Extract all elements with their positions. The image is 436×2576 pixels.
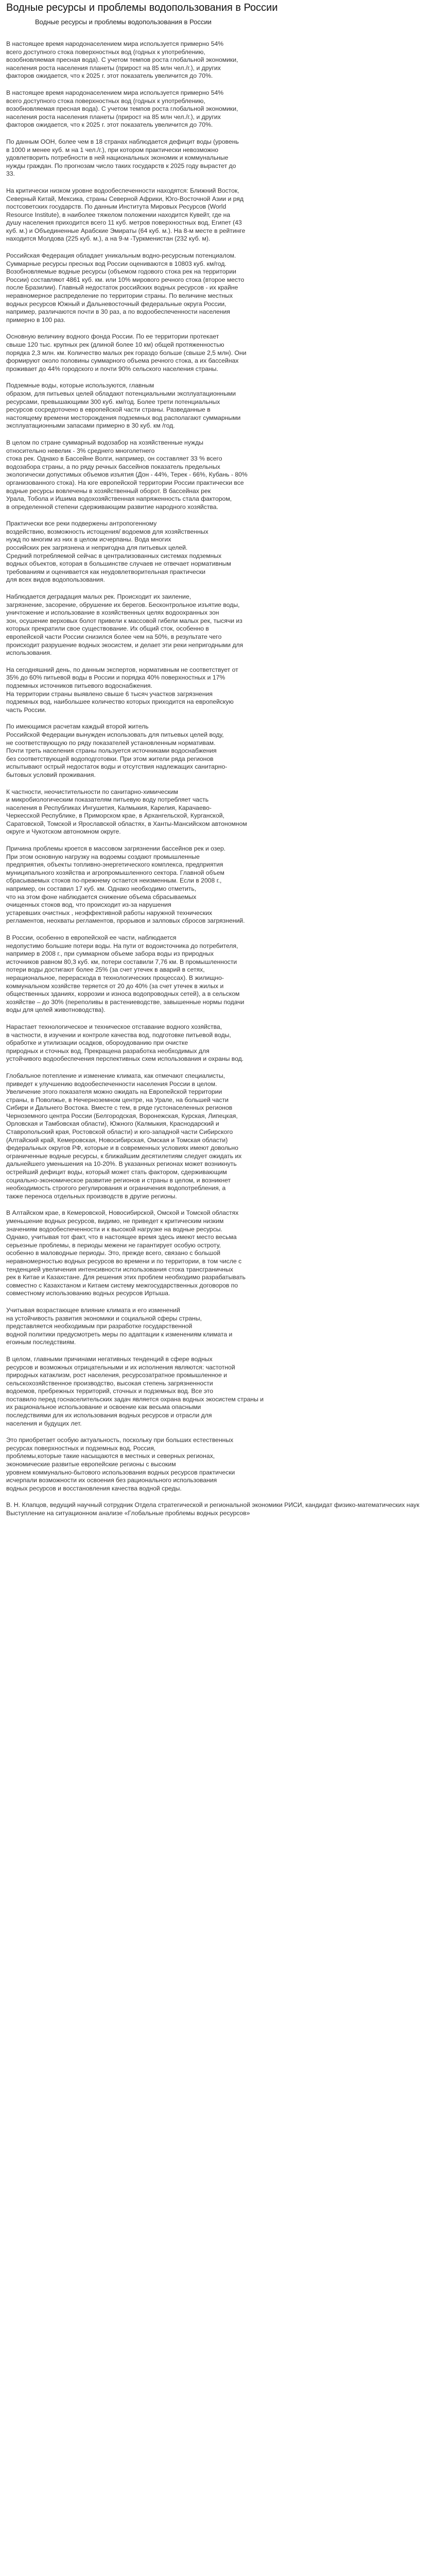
- paragraph-3: По данным ООН, более чем в 18 странах наблюдается дефицит воды (уровень в 1000 и менее куб. м на 1 чел./г.), при котором практически невозможно удовлетворить потребности в ней национальных экономик и коммунальные нужды граждан. По прогнозам число таких государств к 2025 году вырастет до 33.: [6, 138, 239, 178]
- paragraph-2: В настоящее время народонаселением мира используется примерно 54% всего доступного стока поверхностных вод (годных к употреблению, возобновляемая пресная вода). С учетом темпов роста глобальной экономики, населения роста населения планеты (прирост на 85 млн чел./г.), и других факторов ожидается, что к 2025 г. этот показатель увеличится до 70%.: [6, 89, 238, 129]
- paragraph-13: К частности, неочистительности по санитарно-химическим и микробиологическим показателям питьевую воду потребляет часть населения в Республиках Ингушетия, Калмыкия, Карелия, Карачаево- Черкесской Республике, в Приморском крае, в Архангельской, Курганской, Саратовской, Томской и Ярославской областях, в Ханты-Мансийском автономном округе и Чукотском автономном округе.: [6, 788, 247, 836]
- paragraph-8: В целом по стране суммарный водозабор на хозяйственные нужды относительно невелик - 3% среднего многолетнего стока рек. Однако в Бассейне Волги, например, он составляет 33 % всего водозабора страны, а по ряду речных бассейнов показатель предельных экологически допустимых объемов изъятия (Дон - 44%, Терек - 66%, Кубань - 80% организованного стока). На юге европейской территории России практически все водные ресурсы вовлечены в хозяйственный оборот. В бассейнах рек Урала, Тобола и Ишима водохозяйственная напряженность стала фактором, в определенной степени сдерживающим развитие народного хозяйства.: [6, 438, 248, 511]
- paragraph-15: В России, особенно в европейской ее части, наблюдается недопустимо большие потери воды. На пути от водоисточника до потребителя, например в 2008 г., при суммарном объеме забора воды из природных источников равном 80,3 куб. км, потери составили 7,76 км. В промышленности потери воды достигают более 25% (за счет утечек в аварий в сетях, нерациональное, перерасхода в технологических процессах). В жилищно- коммунальном хозяйстве теряется от 20 до 40% (за счет утечек в жилых и общественных зданиях, коррозии и износа водопроводных сетей), а в сельском хозяйстве – до 30% (переполивы в растениеводстве, завышенные нормы подачи воды для целей животноводства).: [6, 934, 245, 1014]
- author-footer: В. Н. Клапцов, ведущий научный сотрудник Отдела стратегической и региональной экономики РИСИ, кандидат физико-математических наук Выступление на ситуационном анализе «Глобальные проблемы водных ресурсов»: [6, 1501, 420, 1517]
- paragraph-19: Учитывая возрастающее влияние климата и его изменений на устойчивость развития экономики и социальной сферы страны, представляется необходимым при разработке государственной водной политики предусмотреть меры по адаптации к изменениям климата и егоиным последствиям.: [6, 1306, 233, 1346]
- page-subtitle: Водные ресурсы и проблемы водопользования в России: [35, 18, 212, 26]
- paragraph-10: Наблюдается деградация малых рек. Происходит их заиление, загрязнение, засорение, обрушение их берегов. Бесконтрольное изъятие воды, уничтожение и использование в хозяйственных целях водоохранных зон зон, осушение верховых болот привели к массовой гибели малых рек, тысячи из которых прекратили свое существование. Их общий сток, особенно в европейской части России снизился более чем на 50%, в результате чего происходит разрушение водных экосистем, и делает эти реки непригодными для использования.: [6, 593, 243, 657]
- paragraph-20: В целом, главными причинами негативных тенденций в сфере водных ресурсов и возможных отрицательными и их исполнения являются: частотной природных катаклизм, рост населения, ресурсозатратное промышленное и сельскохозяйственное производство, высокая степень загрязненности водоемов, пребрежных территорий, сточных и подземных вод. Все это поставило перед госнаселительских задач является охрана водных экосистем страны и их рациональное использование и освоение как весьма опасными последствиями для их использования водных ресурсов и отрасли для населения и будущих лет.: [6, 1355, 264, 1427]
- paragraph-5: Российская Федерация обладает уникальным водно-ресурсным потенциалом. Суммарные ресурсы пресных вод России оцениваются в 10803 куб. км/год. Возобновляемые водные ресурсы (объемом годового стока рек на территории России) составляют 4861 куб. км. или 10% мирового речного стока (второе место после Бразилии). Главный недостаток российских водных ресурсов - их крайне неравномерное распределение по территории страны. По величине местных водных ресурсов Южный и Дальневосточный федеральные округа России, например, различаются почти в 30 раз, а по водообеспеченности населения примерно в 100 раз.: [6, 252, 245, 324]
- paragraph-1: В настоящее время народонаселением мира используется примерно 54% всего доступного стока поверхностных вод (годных к употреблению, возобновляемая пресная вода). С учетом темпов роста глобальной экономики, населения роста населения планеты (прирост на 85 млн чел./г.), и других факторов ожидается, что к 2025 г. этот показатель увеличится до 70%.: [6, 40, 238, 80]
- paragraph-17: Глобальное потепление и изменение климата, как отмечают специалисты, приведет к улучшению водообеспеченности населения России в целом. Увеличение этого показателя можно ожидать на Европейской территории страны, в Поволжье, в Нечерноземном центре, на Урале, на большей части Сибири и Дальнего Востока. Вместе с тем, в ряде густонаселенных регионов Черноземного центра России (Белгородская, Воронежская, Курская, Липецкая, Орловская и Тамбовская области), Южного (Калмыкия, Краснодарский и Ставропольский края, Ростовской области) и юго-западной части Сибирского (Алтайский край, Кемеровская, Новосибирская, Омская и Томская области) федеральных округов РФ, которые и в современных условиях имеют довольно ограниченные водные ресурсы, к ближайшим десятилетиям следует ожидать их дальнейшего уменьшения на 10-20%. В указанных регионах может возникнуть острейший дефицит воды, который может стать фактором, сдерживающим социально-экономическое развитие регионов и страны в целом, и возникнет необходимость строгого регулирования и ограничения водопотребления, а также переноса отдельных производств в другие регионы.: [6, 1072, 242, 1200]
- paragraph-12: По имеющимся расчетам каждый второй житель Российской Федерации вынужден использовать для питьевых целей воду, не соответствующую по ряду показателей установленным нормативам. Почти треть населения страны пользуется источниками водоснабжения без соответствующей водоподготовки. При этом жители ряда регионов испытывают острый недостаток воды и отсутствия надлежащих санитарно- бытовых условий проживания.: [6, 723, 228, 778]
- paragraph-18: В Алтайском крае, в Кемеровской, Новосибирской, Омской и Томской областях уменьшение водных ресурсов, видимо, не приведет к критическим низким значениям водообеспеченности и к высокой нагрузке на водные ресурсы. Однако, учитывая тот факт, что в настоящее время здесь имеют место весьма серьезные проблемы, в периоды межени не гарантирует особую остроту, особенно в маловодные периоды. Это, прежде всего, связано с большой неравномерностью водных ресурсов во времени и по территории, в том числе с тенденцией увеличения интенсивности использования стока трансграничных рек в Китае и Казахстане. Для решения этих проблем необходимо разрабатывать совместно с Казахстаном и Китаем систему межгосударственных договоров по совместному использованию водных ресурсов Иртыша.: [6, 1209, 246, 1297]
- article-body: [6, 40, 430, 1493]
- paragraph-11: На сегодняшний день, по данным экспертов, нормативным не соответствует от 35% до 60% питьевой воды в России и порядка 40% поверхностных и 17% подземных источников питьевого водоснабжения. На территории страны выявлено свыше 6 тысяч участков загрязнения подземных вод, наибольшее количество которых приходится на европейскую часть России.: [6, 666, 238, 714]
- page-title: Водные ресурсы и проблемы водопользования в России: [6, 2, 278, 13]
- paragraph-6: Основную величину водного фонда России. По ее территории протекает свыше 120 тыс. крупных рек (длиной более 10 км) общей протяженностью порядка 2,3 млн. км. Количество малых рек гораздо больше (свыше 2,5 млн). Они формируют около половины суммарного объема речного стока, а их бассейнах проживает до 44% городского и почти 90% сельского населения страны.: [6, 333, 247, 372]
- paragraph-21: Это приобретает особую актуальность, поскольку при больших естественных ресурсах поверхностных и подземных вод, Россия, проблемы,которые такие насыщаются в местных и северных регионах, экономические развитые европейские регионы с высоким уровнем коммунально-бытового использования водных ресурсов практически исчерпали возможности их освоения без рационального использования водных ресурсов и восстановления качества водной среды.: [6, 1436, 235, 1492]
- paragraph-16: Нарастает технологическое и техническое отставание водного хозяйства, в частности, в изучении и контроле качества вод, подготовке питьевой воды, обработке и утилизации осадков, обороудованию при очистке природных и сточных вод, Прекращена разработка необходимых для устойчивого водообеспечения перспективных схем использования и охраны вод.: [6, 1023, 244, 1063]
- paragraph-14: Причина проблемы кроется в массовом загрязнении бассейнов рек и озер. При этом основную нагрузку на водоемы создают промышленные предприятия, объекты топливно-энергетического комплекса, предприятия муниципального хозяйства и агропромышленного сектора. Главной объем сбрасываемых стоков по-прежнему остается неизменным. Если в 2008 г., например, он составил 17 куб. км. Однако необходимо отметить, что на этом фоне наблюдается снижение объема сбрасываемых очищенных стоков вод, что происходит из-за нарушения устаревших очистных , неэффективной работы наружной технических регламентов, неохваты регламентов, прорывов и залповых сбросов загрязнений.: [6, 845, 245, 925]
- paragraph-7: Подземные воды, которые используются, главным образом, для питьевых целей обладают потенциальными эксплуатационными ресурсами, превышающими 300 куб. км/год. Более трети потенциальных ресурсов сосредоточено в европейской части страны. Разведанные в настоящему времени месторождения подземных вод располагают суммарными эксплуатационными запасами примерно в 30 куб. км /год.: [6, 382, 241, 430]
- paragraph-9: Практически все реки подвержены антропогенному воздействию, возможность истощения/ водоемов для хозяйственных нужд по многим из них в целом исчерпаны. Вода многих российских рек загрязнена и непригодна для питьевых целей. Средний потребляемой сейчас в централизованных системах подземных водных объектов, которая в большинстве случаев не отвечает нормативным требованиям и оценивается как неудовлетворительная практически для всех видов водопользования.: [6, 520, 231, 584]
- paragraph-4: На критически низком уровне водообеспеченности находятся: Ближний Восток, Северный Китай, Мексика, страны Северной Африки, Юго-Восточной Азии и ряд постсоветских государств. По данным Института Мировых Ресурсов (World Resource Institute), в наиболее тяжелом положении находится Кувейт, где на душу населения приходится всего 11 куб. метров поверхностных вод, Египет (43 куб. м.) и Объединенные Арабские Эмираты (64 куб. м.). На 8-м месте в рейтинге находится Молдова (225 куб. м.), а на 9-м -Туркменистан (232 куб. м).: [6, 187, 246, 243]
